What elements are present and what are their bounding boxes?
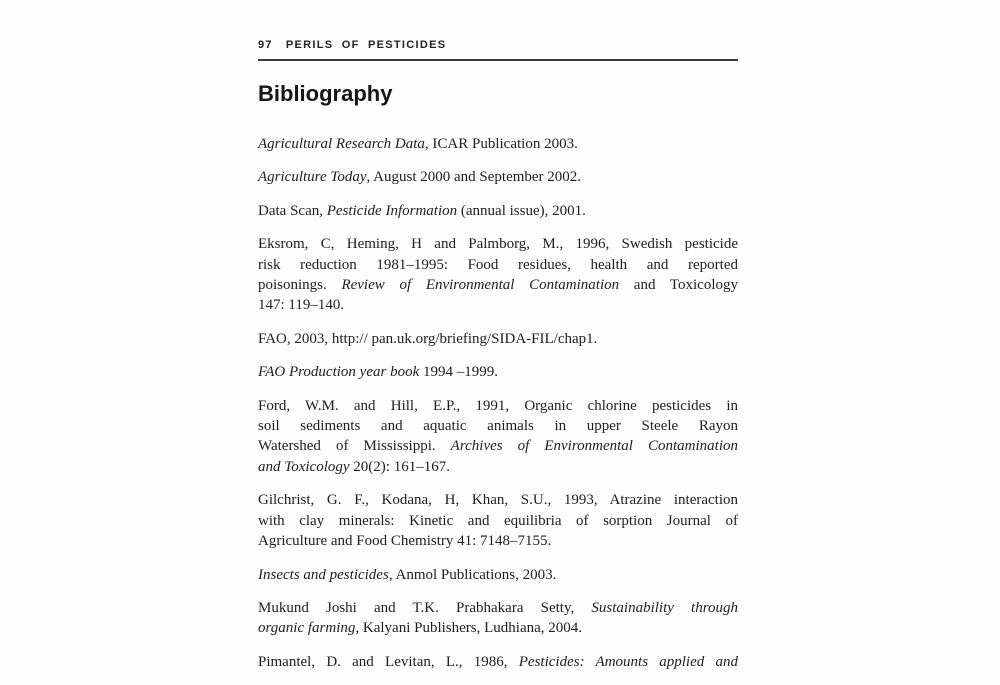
bibliography-entry	[258, 652, 738, 672]
bibliography-entry	[258, 362, 738, 382]
entry-line	[258, 255, 738, 275]
bibliography-entry	[258, 396, 738, 478]
text-segment: Agricultural Research Data	[258, 136, 425, 152]
text-segment: FAO, 2003, http:// pan.uk.org/briefing/SIDA-FIL/chap1.	[258, 330, 598, 347]
entry-line	[258, 416, 738, 436]
text-segment: Eksrom, C, Heming, H and Palmborg, M., 1996, Swedish pesticide	[258, 236, 738, 253]
bibliography-entry	[258, 329, 738, 349]
text-segment: Data Scan,	[258, 202, 327, 219]
text-segment: Review of Environmental Contamination	[341, 277, 620, 294]
bibliography-list	[258, 134, 738, 672]
text-segment: Mukund Joshi and T.K. Prabhakara Setty,	[258, 599, 592, 616]
bibliography-entry	[258, 598, 738, 639]
running-title: PERILS OF PESTICIDES	[285, 39, 447, 51]
entry-line	[258, 136, 578, 152]
entry-line	[258, 396, 738, 416]
entry-line	[258, 652, 738, 672]
bibliography-entry	[258, 490, 738, 551]
text-segment: Agriculture and Food Chemistry 41: 7148–7155.	[258, 533, 552, 550]
entry-line	[258, 169, 581, 185]
bibliography-entry	[258, 565, 738, 585]
entry-line	[258, 234, 738, 254]
entry-line	[258, 565, 738, 585]
entry-line	[258, 329, 738, 349]
entry-line	[258, 598, 738, 618]
bibliography-entry	[258, 167, 738, 187]
bibliography-entry	[258, 201, 738, 221]
text-segment: risk reduction 1981–1995: Food residues, health and reported	[258, 256, 738, 273]
text-segment: Pesticides: Amounts applied and	[518, 653, 739, 670]
entry-line	[258, 275, 738, 295]
text-segment: with clay minerals: Kinetic and equilibria of sorption Journal of	[258, 512, 738, 529]
entry-line	[258, 618, 738, 638]
text-segment: Watershed of Mississippi.	[258, 438, 451, 455]
page-title: Bibliography	[258, 81, 393, 106]
text-segment: Ford, W.M. and Hill, E.P., 1991, Organic chlorine pesticides in	[258, 397, 738, 414]
text-segment: 147: 119–140.	[258, 297, 345, 314]
text-segment: FAO Production year book	[258, 364, 420, 381]
text-segment: Gilchrist, G. F., Kodana, H, Khan, S.U., 1993, Atrazine interaction	[258, 492, 738, 509]
entry-line	[258, 295, 738, 315]
book-page	[258, 39, 738, 685]
text-segment: 1994 –1999.	[419, 364, 498, 381]
text-segment: Pimantel, D. and Levitan, L., 1986,	[258, 653, 519, 670]
text-segment: , ICAR Publication 2003.	[424, 136, 578, 152]
text-segment: organic farming	[258, 620, 356, 637]
entry-line	[258, 203, 586, 219]
entry-line	[258, 490, 738, 510]
text-segment: Insects and pesticides	[258, 566, 389, 583]
text-segment: poisonings.	[258, 277, 342, 294]
text-segment: (annual issue), 2001.	[457, 202, 586, 219]
text-segment: Sustainability through	[591, 599, 738, 616]
text-segment: , August 2000 and September 2002.	[366, 169, 582, 186]
entry-line	[258, 511, 738, 531]
page-number: 97	[258, 39, 273, 51]
entry-line	[258, 362, 738, 382]
page-header	[258, 39, 738, 61]
text-segment: and Toxicology	[258, 458, 350, 475]
text-segment: soil sediments and aquatic animals in upper Steele Rayon	[258, 418, 738, 435]
entry-line	[258, 457, 738, 477]
text-segment: 20(2): 161–167.	[349, 458, 450, 475]
text-segment: Agriculture Today	[258, 169, 367, 186]
bibliography-entry	[258, 234, 738, 316]
text-segment: Archives of Environmental Contamination	[450, 438, 738, 455]
text-segment: , Kalyani Publishers, Ludhiana, 2004.	[355, 620, 583, 637]
entry-line	[258, 436, 738, 456]
text-segment: and Toxicology	[619, 277, 738, 294]
text-segment: Pesticide Information	[326, 202, 458, 219]
entry-line	[258, 531, 738, 551]
bibliography-entry	[258, 134, 738, 154]
text-segment: , Anmol Publications, 2003.	[388, 566, 557, 583]
